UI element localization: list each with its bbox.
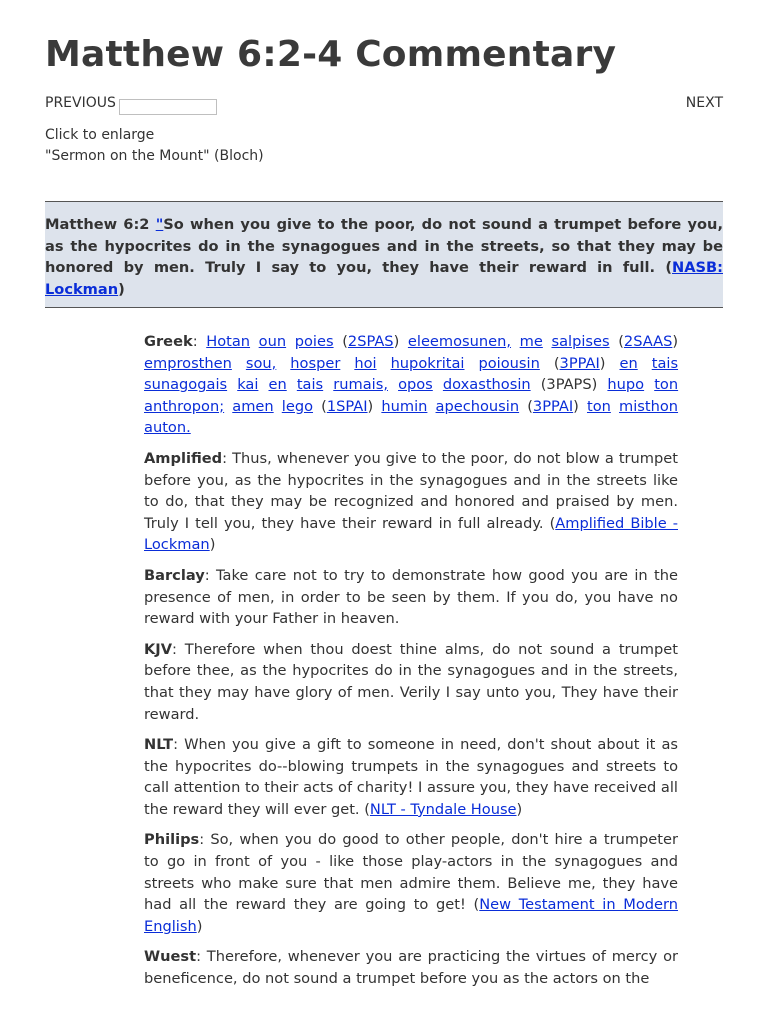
greek-word-link[interactable]: en (268, 376, 287, 394)
greek-word-link[interactable]: 2SPAS (347, 333, 394, 350)
verse-quote-link[interactable]: " (155, 216, 164, 233)
greek-word-link[interactable]: emprosthen (144, 354, 232, 372)
greek-words (144, 333, 678, 436)
translation-source-link[interactable]: New Testament in Modern English (144, 896, 679, 935)
greek-word-link[interactable]: hupokritai (390, 354, 465, 372)
greek-word-link[interactable]: sunagogais (144, 376, 228, 394)
greek-word-link[interactable]: 3PPAI (532, 397, 574, 415)
greek-parsing-text: ( (527, 397, 533, 415)
greek-word-link[interactable]: hupo (607, 376, 645, 394)
greek-word-link[interactable]: salpises (551, 333, 610, 350)
translation-text: : Therefore when thou doest thine alms, do not sound a trumpet before thee, as the hypocrites do in the synagogues and in the streets, that they may have glory of men. Verily I say unto you, They have their reward. (144, 640, 678, 723)
translation-philips (144, 829, 678, 937)
greek-word-link[interactable]: poiousin (478, 354, 540, 372)
close-paren: ) (209, 536, 216, 554)
translation-label: KJV (144, 640, 173, 658)
close-paren: ) (516, 800, 523, 818)
translation-label: Wuest (144, 948, 197, 966)
translation-label: Amplified (144, 449, 223, 467)
translation-source-link[interactable]: Amplified Bible - Lockman (144, 514, 678, 554)
greek-word-link[interactable]: oun (258, 333, 287, 350)
verse-box (45, 201, 723, 308)
translation-kjv (144, 639, 678, 725)
translation-wuest (144, 946, 678, 989)
greek-word-link[interactable]: poies (294, 333, 334, 350)
greek-word-link[interactable]: rumais, (333, 376, 388, 394)
greek-word-link[interactable]: apechousin (435, 397, 520, 415)
translation-text: : Take care not to try to demonstrate how good you are in the presence of men, in order to be seen by them. If you do, you have no reward with your Father in heaven. (144, 566, 678, 628)
greek-word-link[interactable]: misthon (619, 397, 679, 415)
page-navigation (45, 95, 723, 117)
greek-parsing-text: ( (321, 397, 327, 415)
greek-label: Greek (144, 333, 193, 350)
greek-parsing-text: ) (393, 333, 400, 350)
greek-parsing-text: ( (342, 333, 348, 350)
close-paren: ) (196, 917, 203, 935)
greek-word-link[interactable]: 2SAAS (623, 333, 673, 350)
greek-word-link[interactable]: en (619, 354, 638, 372)
greek-parsing-text: ( (618, 333, 624, 350)
translation-text: : Thus, whenever you give to the poor, do not blow a trumpet before you, as the hypocrites in the synagogues and in the streets like to do, that they may be recognized and honored and praised by men. Truly I tell you, they have their reward in full already. ( (144, 449, 678, 532)
translation-nlt (144, 734, 678, 820)
verse-reference: Matthew 6:2 (45, 216, 150, 233)
greek-word-link[interactable]: eleemosunen, (407, 333, 512, 350)
translation-text: : Therefore, whenever you are practicing the virtues of mercy or beneficence, do not sound a trumpet before you as the actors on the (144, 948, 678, 988)
greek-word-link[interactable]: humin (381, 397, 428, 415)
greek-word-link[interactable]: 3PPAI (559, 354, 600, 372)
greek-word-link[interactable]: 1SPAI (326, 397, 368, 415)
translation-entries (144, 448, 678, 990)
greek-parsing-text: ( (553, 354, 560, 372)
translation-label: Philips (144, 831, 200, 849)
greek-word-link[interactable]: lego (281, 397, 314, 415)
translations-list (144, 331, 678, 999)
greek-word-link[interactable]: auton. (144, 419, 191, 437)
previous-link[interactable]: PREVIOUS (45, 95, 116, 111)
translation-label: NLT (144, 736, 174, 754)
greek-parsing-text: ) (672, 333, 679, 350)
greek-word-link[interactable]: anthropon; (144, 397, 225, 415)
page-title: Matthew 6:2-4 Commentary (45, 34, 617, 75)
translation-barclay (144, 565, 678, 630)
greek-parsing-text: ) (599, 354, 606, 372)
translation-label: Barclay (144, 566, 205, 584)
translation-text: : So, when you do good to other people, don't hire a trumpeter to go in front of you - like those play-actors in the synagogues and streets who make sure that men admire them. Believe me, they have had all the reward they are going to get! ( (144, 831, 678, 914)
greek-word-link[interactable]: doxasthosin (442, 376, 531, 394)
next-link[interactable]: NEXT (685, 95, 723, 111)
greek-word-link[interactable]: hoi (354, 354, 377, 372)
greek-word-link[interactable]: hosper (290, 354, 341, 372)
greek-word-link[interactable]: tais (296, 376, 324, 394)
greek-parsing-text: (3PAPS) (540, 376, 598, 394)
greek-word-link[interactable]: amen (232, 397, 274, 415)
nasb-lockman-link[interactable]: NASB: Lockman (45, 259, 723, 298)
greek-word-link[interactable]: ton (654, 376, 679, 394)
greek-parsing-text: ) (367, 397, 374, 415)
greek-word-link[interactable]: sou, (245, 354, 277, 372)
greek-word-link[interactable]: tais (651, 354, 679, 372)
translation-source-link[interactable]: NLT - Tyndale House (369, 800, 517, 818)
greek-word-link[interactable]: ton (586, 397, 611, 415)
greek-word-link[interactable]: me (519, 333, 543, 350)
translation-amplified (144, 448, 678, 556)
greek-word-link[interactable]: opos (398, 376, 433, 394)
painting-caption: "Sermon on the Mount" (Bloch) (45, 148, 264, 164)
click-to-enlarge-text[interactable]: Click to enlarge (45, 127, 155, 143)
image-caption (45, 125, 264, 167)
verse-text: So when you give to the poor, do not sound a trumpet before you, as the hypocrites do in the synagogues and in the streets, so that they may be honored by men. Truly I say to you, they have their reward in full. ( (45, 216, 723, 276)
greek-word-link[interactable]: Hotan (206, 333, 251, 350)
greek-parsing-text: ) (573, 397, 579, 415)
verse-close-paren: ) (118, 280, 125, 298)
previous-image-placeholder[interactable] (119, 99, 217, 115)
translation-text: : When you give a gift to someone in need, don't shout about it as the hypocrites do--blowing trumpets in the synagogues and streets to call attention to their acts of charity! I assure you, they have received all the reward they will ever get. ( (144, 736, 678, 818)
greek-word-link[interactable]: kai (237, 376, 259, 394)
greek-translation: Greek: Hotan oun poies (2SPAS) eleemosunen, me salpises (2SAAS) emprosthen sou, hosper hoi hupokritai poiousin (3PPAI) en tais sunagogais kai en tais rumais, opos doxasthosin (3PAPS) hupo ton anthropon; amen lego (1SPAI) humin apechousin (3PPAI) ton misthon auton. (144, 333, 679, 437)
